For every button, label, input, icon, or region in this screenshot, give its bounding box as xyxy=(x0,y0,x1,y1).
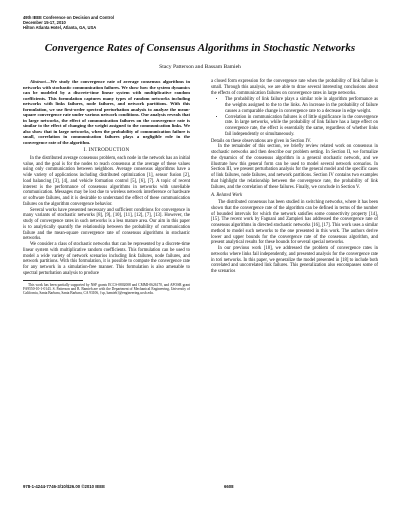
section-heading-introduction: I. INTRODUCTION xyxy=(83,147,130,153)
page-number: 6608 xyxy=(224,484,234,489)
intro-paragraph-2: Several works have presented necessary and sufficient conditions for convergence in many variants of stochastic networks [8], [9], [10], [11], [12], [7], [13]. However, the study of convergence rates in such networks is a less mature area. Our aim in this paper is to analytically quantify the relationship between the probability of communication failure and the mean-square convergence rate of consensus algorithms in stochastic networks. xyxy=(23,207,190,242)
conference-dates: December 15-17, 2010 xyxy=(23,20,66,25)
finding-item: • Correlation in communication failures is of little significance in the convergence rate. In large networks, while the probability of link failure has a large effect on convergence rate, the effect is essentially the same, regardless of whether links fail independently or simultaneously. xyxy=(225,115,378,138)
paper-authors: Stacy Patterson and Bassam Bamieh xyxy=(159,64,241,70)
footnote-rule xyxy=(23,280,83,281)
right-column xyxy=(211,79,378,275)
abstract-text: —We study the convergence rate of average consensus algorithms in networks with stochastic communication failures. We show how the system dynamics can be modeled by a discrete-time linear system with multiplicative random coefficients. This formulation captures many types of random networks including networks with links failures, node failures, and network partitions. With this formulation, we use first-order spectral perturbation analysis to analyze the mean-square convergence rate under various network conditions. Our analysis reveals that in large networks, the effect of communication failures on the convergence rate is similar to the effect of changing the weight assigned to the communication links. We also show that in large networks, when the probability of communication failure is small, correlation in communication failures plays a negligible role in the convergence rate of the algorithm. xyxy=(23,79,190,145)
intro-paragraph-1: In the distributed average consensus problem, each node in the network has an initial value, and the goal is for the nodes to reach consensus at the average of these values using only communication between neighbors. Average consensus algorithms have a wide variety of applications including distributed optimization [1], sensor fusion [2], load balancing [3], [4], and vehicle formation control [5], [6], [7]. A topic of recent interest is the performance of consensus algorithms in networks with unreliable communication. Messages may be lost due to wireless network interference or hardware or software failures, and it is desirable to understand the effect of these communication failures on the algorithm convergence behavior. xyxy=(23,155,190,207)
related-paragraph-1: The distributed consensus has been studied in switching networks, where it has been shown that the convergence rate of the algorithm can be defined in terms of the number of bounded intervals for which the network satisfies some connectivity property [14], [15]. The recent work by Fagnani and Zampieri has addressed the convergence rate of consensus algorithms in directed stochastic networks [16], [17]. This work uses a similar method to model such networks to the one presented in this work. The authors derive lower and upper bounds for the convergence rate of the consensus algorithm, and present analytical results for these bounds for several special networks. xyxy=(211,200,378,246)
conference-header xyxy=(23,15,114,30)
intro-continuation: a closed form expression for the convergence rate when the probability of link failure is small. Through this analysis, we are able to draw several interesting conclusions about the effects of communication failures on convergence rates in large networks. xyxy=(211,79,378,96)
subsection-heading-related-work: A. Related Work xyxy=(211,193,243,199)
paper-title: Convergence Rates of Consensus Algorithms in Stochastic Networks xyxy=(44,42,356,54)
footnote: This work has been partially supported by NSF grants ECCS-0802008 and CMMI-0626170, and AFOSR grant FA9550-10-1-0143. S. Patterson and B. Bamieh are with the Department of Mechanical Engineering, University of California, Santa Barbara, Santa Barbara, CA 93106, {sp, bamieh}@engineering.ucsb.edu. xyxy=(23,282,190,296)
findings-list xyxy=(211,97,378,137)
finding-item: • The probability of link failure plays a similar role in algorithm performance as the weights assigned to the to the links. An increase in the probability of failure causes a comparable change in convergence rate to a decrease in edge weight. xyxy=(225,97,378,114)
abstract-label: Abstract xyxy=(30,79,46,84)
left-column xyxy=(23,79,190,295)
conference-venue: Hilton Atlanta Hotel, Atlanta, GA, USA xyxy=(23,25,97,30)
abstract xyxy=(23,79,190,145)
details-paragraph: Details on these observations are given in Section IV. xyxy=(211,138,312,144)
isbn-copyright: 978-1-4244-7746-3/10/$26.00 ©2010 IEEE xyxy=(23,484,106,489)
intro-paragraph-3: We consider a class of stochastic networks that can be represented by a discrete-time linear system with multiplicative random coefficients. This formulation can be used to model a wide variety of network scenarios including link failures, node failures, and network partitions. With this formulation, it is possible to compute the convergence rate for any network in a simulation-free manner. This formulation is also amenable to spectral perturbation analysis to produce xyxy=(23,242,190,276)
page-footer xyxy=(23,484,377,492)
conference-name: 49th IEEE Conference on Decision and Control xyxy=(23,15,114,20)
related-paragraph-2: In our previous work [18], we addressed the problem of convergence rates in networks where links fail independently, and presented analysis for the convergence rate in tori networks. In this paper, we generalize the model presented in [18] to include both correlated and uncorrelated link failures. This generalization also encompasses some of the scenarios xyxy=(211,246,378,274)
outline-paragraph: In the remainder of this section, we briefly review related work on consensus in stochastic networks and then describe our problem setting. In Section II, we formalize the dynamics of the consensus algorithm in a general stochastic network, and we illustrate how this general form can be used to model several network scenarios. In Section III, we present perturbation analysis for the general model and the specific cases of link failures, node failures, and network partitions. Section IV contains two examples that highlight the relationship between the convergence rate, the probability of link failures, and the correlation of these failures. Finally, we conclude in Section V. xyxy=(211,144,378,190)
